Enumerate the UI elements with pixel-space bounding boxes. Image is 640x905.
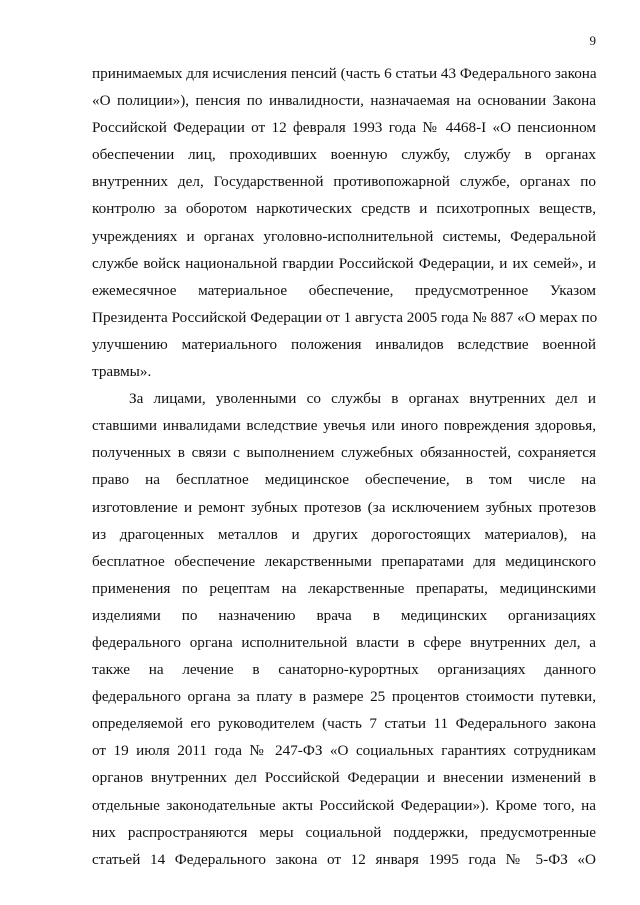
text-line: статьей 14 Федерального закона от 12 января 1995 года № 5-ФЗ «О	[92, 850, 596, 868]
text-line: федерального органа исполнительной власти в сфере внутренних дел, а	[92, 633, 596, 651]
text-line: принимаемых для исчисления пенсий (часть 6 статьи 43 Федерального закона	[92, 65, 597, 82]
text-line: бесплатное обеспечение лекарственными препаратами для медицинского	[92, 552, 596, 570]
text-line: обеспечении лиц, проходивших военную службу, службу в органах	[92, 146, 596, 164]
text-line: ежемесячное материальное обеспечение, предусмотренное Указом	[92, 281, 596, 299]
text-line: учреждениях и органах уголовно-исполнительной системы, Федеральной	[92, 227, 596, 245]
text-line: федерального органа за плату в размере 25 процентов стоимости путевки,	[92, 688, 596, 706]
text-line: органов внутренних дел Российской Федерации и внесении изменений в	[92, 769, 596, 787]
paragraph	[92, 60, 596, 385]
text-line: изготовление и ремонт зубных протезов (за исключением зубных протезов	[92, 498, 596, 516]
text-line: улучшению материального положения инвалидов вследствие военной	[92, 335, 596, 353]
text-line: контролю за оборотом наркотических средств и психотропных веществ,	[92, 200, 596, 218]
text-line: службе войск национальной гвардии Российской Федерации, и их семей», и	[92, 254, 596, 272]
text-line: ставшими инвалидами вследствие увечья или иного повреждения здоровья,	[92, 417, 596, 435]
text-line: них распространяются меры социальной поддержки, предусмотренные	[92, 823, 596, 841]
text-line: За лицами, уволенными со службы в органах внутренних дел и	[129, 390, 596, 408]
document-body	[92, 60, 596, 873]
text-line: определяемой его руководителем (часть 7 статьи 11 Федерального закона	[92, 715, 596, 733]
text-line: от 19 июля 2011 года № 247-ФЗ «О социальных гарантиях сотрудникам	[92, 742, 596, 760]
text-line: изделиями по назначению врача в медицинских организациях	[92, 606, 596, 624]
text-line: Российской Федерации от 12 февраля 1993 года № 4468-I «О пенсионном	[92, 119, 596, 137]
text-line: внутренних дел, Государственной противопожарной службе, органах по	[92, 173, 596, 191]
text-line: травмы».	[92, 363, 152, 381]
text-line: «О полиции»), пенсия по инвалидности, назначаемая на основании Закона	[92, 92, 596, 110]
text-line: Президента Российской Федерации от 1 августа 2005 года № 887 «О мерах по	[92, 308, 598, 326]
text-line: право на бесплатное медицинское обеспечение, в том числе на	[92, 471, 596, 489]
page-number: 9	[589, 33, 596, 48]
text-line: полученных в связи с выполнением служебных обязанностей, сохраняется	[92, 444, 596, 462]
text-line: отдельные законодательные акты Российской Федерации»). Кроме того, на	[92, 796, 596, 814]
paragraph	[92, 385, 596, 873]
text-line: также на лечение в санаторно-курортных организациях данного	[92, 661, 596, 679]
text-line: из драгоценных металлов и других дорогостоящих материалов), на	[92, 525, 596, 543]
text-line: применения по рецептам на лекарственные препараты, медицинскими	[92, 579, 596, 597]
